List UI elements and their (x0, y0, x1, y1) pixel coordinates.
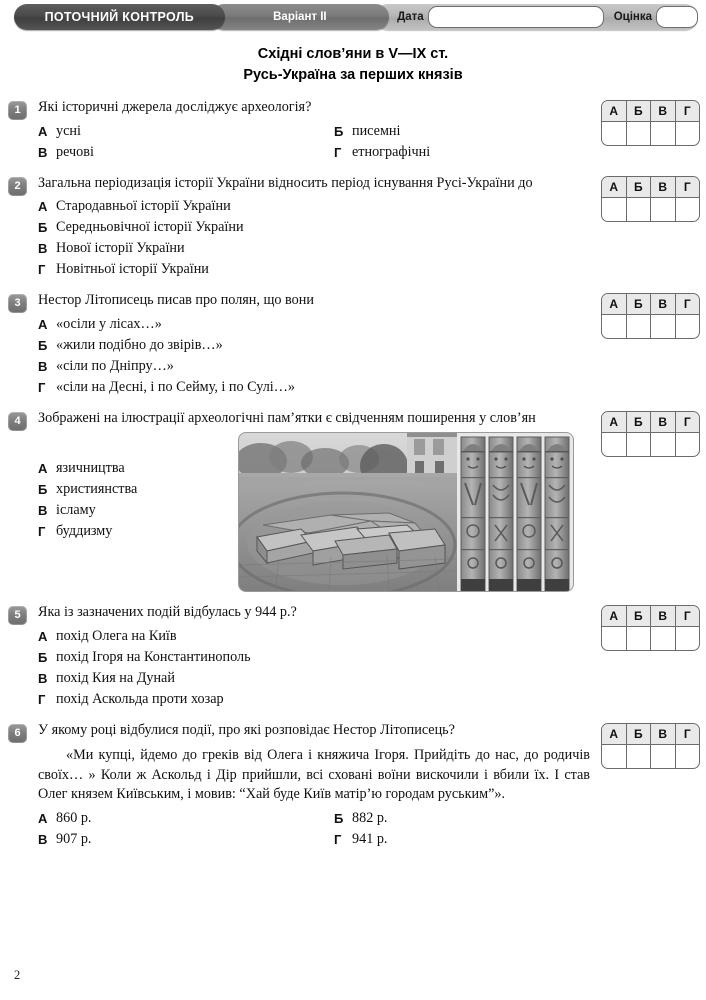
answer-grid-header-row (602, 724, 699, 745)
answer-cell-g[interactable] (676, 315, 700, 338)
option-letter: Б (334, 123, 344, 139)
answer-grid-col-b: Б (627, 606, 652, 627)
option-g[interactable] (38, 689, 590, 710)
answer-grid-col-a: А (602, 177, 627, 198)
date-label: Дата (397, 11, 424, 23)
question-stem: Які історичні джерела досліджує археологія? (38, 99, 312, 115)
option-g[interactable] (38, 259, 590, 280)
option-a[interactable] (38, 458, 228, 479)
option-letter: В (38, 503, 48, 518)
date-mark-banner (375, 4, 698, 30)
question-list (0, 98, 706, 861)
answer-cell-g[interactable] (676, 433, 700, 456)
option-text: 941 р. (352, 830, 388, 847)
answer-cell-a[interactable] (602, 745, 627, 768)
option-a[interactable] (38, 121, 334, 142)
answer-cell-a[interactable] (602, 433, 627, 456)
option-g[interactable] (38, 521, 228, 542)
option-letter: А (38, 316, 48, 332)
answer-cell-g[interactable] (676, 122, 700, 145)
question-number-badge: 4 (8, 412, 27, 431)
answer-grid-header-row (602, 606, 699, 627)
answer-cell-b[interactable] (627, 198, 652, 221)
answer-grid-col-a: А (602, 294, 627, 315)
question-2 (0, 174, 706, 281)
answer-grid-input-row (602, 122, 699, 145)
mark-label: Оцінка (613, 11, 652, 23)
option-text: Нової історії України (56, 240, 185, 256)
answer-grid[interactable] (601, 100, 700, 146)
option-letter: Б (38, 482, 48, 497)
option-letter: В (38, 831, 48, 847)
answer-grid-col-b: Б (627, 724, 652, 745)
answer-cell-v[interactable] (651, 627, 676, 650)
answer-grid-col-v: В (651, 101, 676, 122)
option-letter: Б (38, 337, 48, 353)
option-list (38, 121, 590, 163)
option-letter: Г (38, 524, 46, 539)
answer-grid-input-row (602, 315, 699, 338)
question-stem: Загальна періодизація історії України відносить період існування Русі-України до (38, 174, 533, 191)
answer-grid[interactable] (601, 605, 700, 651)
question-6 (0, 721, 706, 850)
option-letter: Г (334, 144, 342, 160)
option-text: християнства (56, 481, 138, 497)
option-letter: В (38, 358, 48, 374)
question-stem: Нестор Літописець писав про полян, що вони (38, 292, 314, 308)
option-text: «сіли по Дніпру…» (56, 357, 174, 374)
question-number-badge: 5 (8, 606, 27, 625)
option-v[interactable] (38, 668, 590, 689)
question-4 (0, 409, 706, 593)
archaeology-illustration-graphic (239, 433, 573, 591)
option-letter: В (38, 241, 48, 256)
answer-grid-col-g: Г (676, 101, 700, 122)
answer-cell-b[interactable] (627, 433, 652, 456)
answer-cell-v[interactable] (651, 198, 676, 221)
option-list (38, 314, 590, 398)
question-number-badge: 6 (8, 724, 27, 743)
option-text: «сіли на Десні, і по Сейму, і по Сулі…» (56, 378, 296, 395)
page-number: 2 (14, 968, 21, 982)
option-letter: В (38, 670, 48, 686)
page-title-line-2: Русь-Україна за перших князів (243, 67, 463, 83)
answer-cell-b[interactable] (627, 627, 652, 650)
answer-cell-b[interactable] (627, 122, 652, 145)
answer-grid-col-g: Г (676, 177, 700, 198)
option-b[interactable] (334, 808, 590, 829)
illustration-wrapper (238, 432, 574, 592)
option-text: Середньовічної історії України (56, 219, 244, 235)
option-a[interactable] (38, 314, 590, 335)
option-v[interactable] (38, 238, 590, 259)
option-v[interactable] (38, 142, 334, 163)
answer-cell-a[interactable] (602, 315, 627, 338)
answer-grid-input-row (602, 627, 699, 650)
option-b[interactable] (38, 647, 590, 668)
answer-cell-g[interactable] (676, 627, 700, 650)
option-b[interactable] (38, 479, 228, 500)
answer-grid-input-row (602, 745, 699, 768)
variant-label: Варіант II (273, 11, 327, 23)
answer-cell-b[interactable] (627, 745, 652, 768)
answer-grid-col-a: А (602, 606, 627, 627)
option-v[interactable] (38, 829, 334, 850)
question-5 (0, 603, 706, 710)
answer-grid-col-v: В (651, 294, 676, 315)
answer-grid-col-a: А (602, 412, 627, 433)
option-v[interactable] (38, 500, 228, 521)
question-1 (0, 98, 706, 163)
option-letter: Б (38, 220, 48, 235)
option-letter: Г (334, 831, 342, 847)
answer-grid-col-g: Г (676, 724, 700, 745)
option-text: похід Ігоря на Константинополь (56, 648, 251, 665)
answer-grid-header-row (602, 294, 699, 315)
current-control-label: ПОТОЧНИЙ КОНТРОЛЬ (44, 10, 195, 24)
option-letter: Г (38, 691, 46, 707)
answer-cell-g[interactable] (676, 198, 700, 221)
option-text: похід Олега на Київ (56, 627, 177, 644)
answer-grid-header-row (602, 412, 699, 433)
question-4-body (38, 432, 590, 592)
question-number-badge: 1 (8, 101, 27, 120)
answer-grid-col-g: Г (676, 606, 700, 627)
option-text: 882 р. (352, 809, 388, 826)
question-stem: Зображені на ілюстрації археологічні пам’ятки є свідченням поширення у слов’ян (38, 409, 536, 426)
answer-cell-a[interactable] (602, 122, 627, 145)
option-letter: Б (38, 649, 48, 665)
option-text: речові (56, 143, 94, 160)
answer-grid-col-v: В (651, 412, 676, 433)
option-letter: А (38, 461, 48, 476)
option-text: 907 р. (56, 830, 92, 847)
answer-grid-col-b: Б (627, 412, 652, 433)
option-text: «жили подібно до звірів…» (56, 336, 223, 353)
answer-cell-b[interactable] (627, 315, 652, 338)
option-text: похід Кия на Дунай (56, 669, 175, 686)
option-letter: В (38, 144, 48, 160)
option-letter: А (38, 199, 48, 214)
answer-grid-col-v: В (651, 724, 676, 745)
option-g[interactable] (38, 377, 590, 398)
option-a[interactable] (38, 626, 590, 647)
option-text: «осіли у лісах…» (56, 315, 162, 332)
option-list (38, 196, 590, 280)
question-stem: Яка із зазначених подій відбулась у 944 р.? (38, 604, 297, 620)
answer-grid-input-row (602, 198, 699, 221)
answer-cell-v[interactable] (651, 122, 676, 145)
question-number-badge: 2 (8, 177, 27, 196)
answer-grid[interactable] (601, 176, 700, 222)
answer-cell-a[interactable] (602, 627, 627, 650)
option-letter: А (38, 628, 48, 644)
answer-grid[interactable] (601, 723, 700, 769)
option-text: писемні (352, 122, 401, 139)
option-text: Новітньої історії України (56, 261, 209, 277)
option-b[interactable] (38, 217, 590, 238)
option-b[interactable] (38, 335, 590, 356)
option-letter: Г (38, 379, 46, 395)
option-text: етнографічні (352, 143, 431, 160)
option-g[interactable] (334, 142, 590, 163)
option-text: похід Аскольда проти хозар (56, 690, 224, 707)
option-list (38, 458, 228, 542)
option-letter: Б (334, 810, 344, 826)
option-text: язичництва (56, 460, 125, 476)
page-title (0, 44, 706, 86)
date-input[interactable] (428, 6, 604, 28)
current-control-banner (14, 4, 225, 30)
answer-grid-col-b: Б (627, 294, 652, 315)
option-a[interactable] (38, 808, 334, 829)
answer-grid-header-row (602, 177, 699, 198)
answer-grid-header-row (602, 101, 699, 122)
answer-cell-v[interactable] (651, 315, 676, 338)
option-text: ісламу (56, 502, 96, 518)
answer-cell-v[interactable] (651, 433, 676, 456)
answer-grid-col-v: В (651, 177, 676, 198)
answer-grid-col-a: А (602, 101, 627, 122)
answer-grid-col-b: Б (627, 101, 652, 122)
answer-grid-col-g: Г (676, 412, 700, 433)
archaeology-illustration (238, 432, 574, 592)
option-list (38, 626, 590, 710)
answer-grid-col-b: Б (627, 177, 652, 198)
variant-banner (211, 4, 389, 30)
answer-cell-v[interactable] (651, 745, 676, 768)
answer-cell-a[interactable] (602, 198, 627, 221)
answer-cell-g[interactable] (676, 745, 700, 768)
option-v[interactable] (38, 356, 590, 377)
question-stem: У якому році відбулися події, про які розповідає Нестор Літописець? (38, 721, 455, 738)
option-a[interactable] (38, 196, 590, 217)
option-text: усні (56, 122, 81, 139)
question-3 (0, 291, 706, 398)
worksheet-header-bar (14, 4, 698, 30)
option-text: буддизму (56, 523, 113, 539)
option-g[interactable] (334, 829, 590, 850)
page-title-line-1: Східні слов’яни в V—IX ст. (257, 46, 449, 62)
option-text: Стародавньої історії України (56, 198, 231, 214)
answer-grid[interactable] (601, 411, 700, 457)
option-letter: А (38, 810, 48, 826)
option-letter: Г (38, 262, 46, 277)
answer-grid-col-a: А (602, 724, 627, 745)
option-b[interactable] (334, 121, 590, 142)
answer-grid-col-v: В (651, 606, 676, 627)
source-quote: «Ми купці, йдемо до греків від Олега і княжича Ігоря. Прийдіть до нас, до родичів своїх… » Коли ж Аскольд і Дір прийшли, всі сховані воїни вискочили і вбили їх. І став Олег князем Київським, і мовив: “Хай буде Київ матір’ю городам руським”». (38, 747, 590, 802)
option-text: 860 р. (56, 809, 92, 826)
option-list (38, 808, 590, 850)
mark-input[interactable] (656, 6, 698, 28)
option-letter: А (38, 123, 48, 139)
answer-grid-input-row (602, 433, 699, 456)
answer-grid-col-g: Г (676, 294, 700, 315)
question-number-badge: 3 (8, 294, 27, 313)
answer-grid[interactable] (601, 293, 700, 339)
